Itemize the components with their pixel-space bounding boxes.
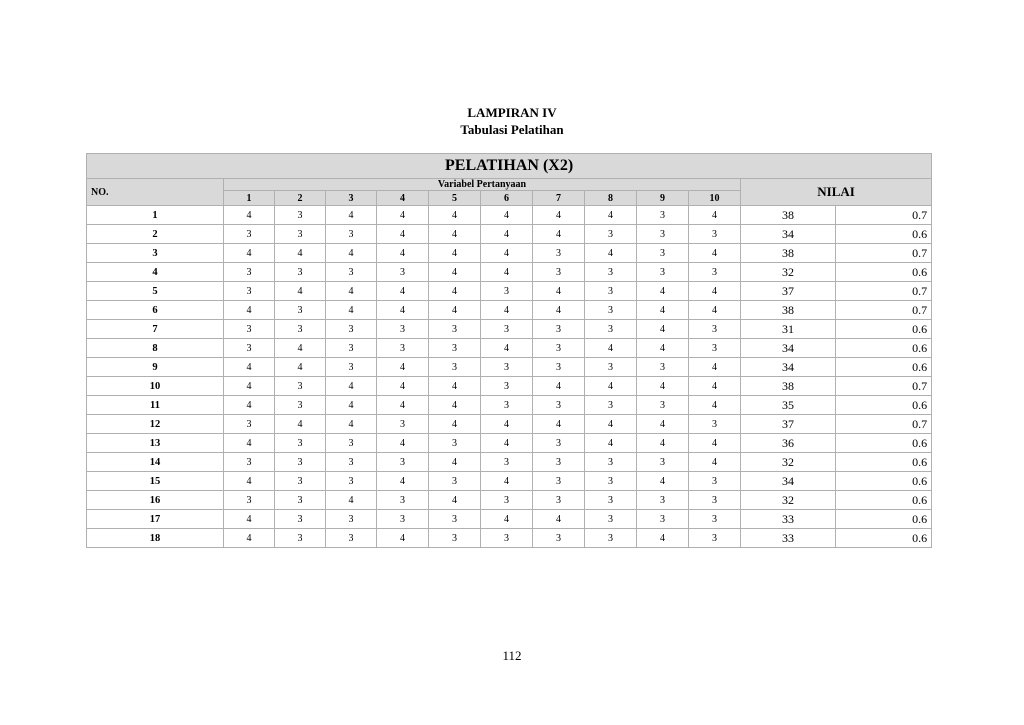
answer-cell: 3 (481, 282, 533, 301)
answer-cell: 3 (689, 415, 741, 434)
answer-cell: 3 (585, 282, 637, 301)
answer-cell: 3 (637, 358, 689, 377)
answer-cell: 4 (377, 358, 429, 377)
row-number: 7 (87, 320, 224, 339)
answer-cell: 3 (689, 472, 741, 491)
answer-cell: 3 (689, 529, 741, 548)
total-cell: 38 (741, 206, 836, 225)
answer-cell: 4 (481, 206, 533, 225)
answer-cell: 3 (429, 339, 481, 358)
answer-cell: 3 (533, 491, 585, 510)
answer-cell: 4 (224, 358, 275, 377)
answer-cell: 4 (377, 396, 429, 415)
answer-cell: 4 (224, 434, 275, 453)
answer-cell: 3 (585, 396, 637, 415)
question-header: 10 (689, 191, 741, 206)
answer-cell: 3 (533, 529, 585, 548)
score-cell: 0.7 (836, 244, 932, 263)
no-column-header: NO. (87, 179, 224, 206)
answer-cell: 4 (224, 396, 275, 415)
row-number: 14 (87, 453, 224, 472)
answer-cell: 3 (275, 206, 326, 225)
answer-cell: 3 (585, 320, 637, 339)
answer-cell: 3 (637, 263, 689, 282)
answer-cell: 4 (533, 301, 585, 320)
answer-cell: 4 (689, 244, 741, 263)
table-row (87, 472, 932, 491)
score-cell: 0.6 (836, 339, 932, 358)
answer-cell: 4 (377, 472, 429, 491)
answer-cell: 3 (689, 263, 741, 282)
answer-cell: 4 (429, 453, 481, 472)
answer-cell: 4 (533, 415, 585, 434)
row-number: 11 (87, 396, 224, 415)
answer-cell: 4 (637, 282, 689, 301)
answer-cell: 4 (275, 244, 326, 263)
answer-cell: 4 (377, 301, 429, 320)
answer-cell: 4 (689, 206, 741, 225)
total-cell: 33 (741, 529, 836, 548)
answer-cell: 4 (224, 472, 275, 491)
answer-cell: 3 (326, 510, 377, 529)
total-cell: 33 (741, 510, 836, 529)
answer-cell: 3 (585, 225, 637, 244)
appendix-title: LAMPIRAN IV (467, 105, 557, 120)
score-cell: 0.6 (836, 453, 932, 472)
answer-cell: 4 (429, 301, 481, 320)
answer-cell: 4 (585, 415, 637, 434)
answer-cell: 4 (637, 377, 689, 396)
score-cell: 0.7 (836, 377, 932, 396)
answer-cell: 4 (637, 301, 689, 320)
answer-cell: 3 (377, 510, 429, 529)
answer-cell: 4 (585, 244, 637, 263)
answer-cell: 3 (533, 472, 585, 491)
answer-cell: 3 (585, 472, 637, 491)
variable-group-header: Variabel Pertanyaan (224, 179, 741, 191)
table-row (87, 358, 932, 377)
answer-cell: 4 (429, 377, 481, 396)
answer-cell: 4 (377, 377, 429, 396)
table-row (87, 282, 932, 301)
answer-cell: 4 (637, 320, 689, 339)
answer-cell: 4 (481, 434, 533, 453)
answer-cell: 3 (275, 472, 326, 491)
answer-cell: 3 (275, 263, 326, 282)
answer-cell: 3 (377, 491, 429, 510)
answer-cell: 3 (481, 453, 533, 472)
total-cell: 34 (741, 225, 836, 244)
answer-cell: 4 (326, 491, 377, 510)
question-header: 2 (275, 191, 326, 206)
total-cell: 31 (741, 320, 836, 339)
table-row (87, 415, 932, 434)
score-cell: 0.6 (836, 320, 932, 339)
answer-cell: 3 (533, 339, 585, 358)
answer-cell: 4 (533, 282, 585, 301)
answer-cell: 3 (275, 377, 326, 396)
answer-cell: 4 (481, 472, 533, 491)
answer-cell: 3 (429, 510, 481, 529)
answer-cell: 3 (326, 472, 377, 491)
answer-cell: 3 (637, 244, 689, 263)
answer-cell: 4 (481, 225, 533, 244)
answer-cell: 3 (689, 491, 741, 510)
answer-cell: 4 (377, 529, 429, 548)
row-number: 6 (87, 301, 224, 320)
answer-cell: 3 (481, 377, 533, 396)
answer-cell: 3 (585, 358, 637, 377)
answer-cell: 4 (637, 415, 689, 434)
answer-cell: 3 (224, 415, 275, 434)
answer-cell: 3 (275, 301, 326, 320)
answer-cell: 4 (689, 377, 741, 396)
answer-cell: 4 (689, 301, 741, 320)
answer-cell: 3 (689, 510, 741, 529)
total-cell: 37 (741, 282, 836, 301)
answer-cell: 4 (481, 510, 533, 529)
answer-cell: 3 (275, 225, 326, 244)
answer-cell: 3 (377, 415, 429, 434)
question-header: 9 (637, 191, 689, 206)
answer-cell: 4 (275, 358, 326, 377)
score-cell: 0.6 (836, 529, 932, 548)
answer-cell: 4 (637, 472, 689, 491)
answer-cell: 3 (481, 529, 533, 548)
answer-cell: 3 (224, 320, 275, 339)
row-number: 12 (87, 415, 224, 434)
question-header: 3 (326, 191, 377, 206)
answer-cell: 3 (275, 491, 326, 510)
answer-cell: 4 (481, 244, 533, 263)
answer-cell: 3 (481, 358, 533, 377)
answer-cell: 3 (224, 263, 275, 282)
score-cell: 0.6 (836, 472, 932, 491)
answer-cell: 4 (326, 377, 377, 396)
score-cell: 0.7 (836, 415, 932, 434)
total-cell: 34 (741, 339, 836, 358)
question-header: 4 (377, 191, 429, 206)
answer-cell: 3 (429, 472, 481, 491)
answer-cell: 4 (326, 282, 377, 301)
answer-cell: 4 (275, 415, 326, 434)
answer-cell: 3 (429, 434, 481, 453)
answer-cell: 3 (689, 339, 741, 358)
answer-cell: 4 (689, 396, 741, 415)
answer-cell: 3 (689, 225, 741, 244)
answer-cell: 3 (224, 339, 275, 358)
answer-cell: 3 (326, 263, 377, 282)
answer-cell: 4 (637, 434, 689, 453)
row-number: 16 (87, 491, 224, 510)
answer-cell: 3 (326, 529, 377, 548)
answer-cell: 4 (377, 225, 429, 244)
answer-cell: 4 (585, 206, 637, 225)
answer-cell: 3 (326, 320, 377, 339)
answer-cell: 3 (377, 263, 429, 282)
total-cell: 34 (741, 358, 836, 377)
answer-cell: 4 (429, 225, 481, 244)
answer-cell: 4 (689, 434, 741, 453)
table-row (87, 491, 932, 510)
table-row (87, 339, 932, 358)
answer-cell: 3 (585, 453, 637, 472)
answer-cell: 3 (533, 453, 585, 472)
answer-cell: 4 (533, 377, 585, 396)
appendix-subtitle: Tabulasi Pelatihan (460, 122, 564, 137)
answer-cell: 3 (326, 453, 377, 472)
answer-cell: 3 (275, 320, 326, 339)
answer-cell: 4 (275, 339, 326, 358)
answer-cell: 3 (533, 320, 585, 339)
answer-cell: 3 (533, 434, 585, 453)
answer-cell: 4 (585, 339, 637, 358)
total-cell: 36 (741, 434, 836, 453)
row-number: 18 (87, 529, 224, 548)
answer-cell: 3 (326, 358, 377, 377)
answer-cell: 3 (481, 491, 533, 510)
answer-cell: 4 (689, 282, 741, 301)
total-cell: 32 (741, 491, 836, 510)
answer-cell: 3 (326, 434, 377, 453)
answer-cell: 3 (637, 206, 689, 225)
answer-cell: 4 (377, 282, 429, 301)
table-row (87, 225, 932, 244)
tabulation-table (86, 153, 932, 548)
answer-cell: 4 (585, 434, 637, 453)
answer-cell: 3 (637, 225, 689, 244)
answer-cell: 3 (533, 396, 585, 415)
total-cell: 34 (741, 472, 836, 491)
row-number: 9 (87, 358, 224, 377)
table-row (87, 301, 932, 320)
table-row (87, 244, 932, 263)
answer-cell: 3 (585, 301, 637, 320)
total-cell: 38 (741, 244, 836, 263)
row-number: 8 (87, 339, 224, 358)
row-number: 1 (87, 206, 224, 225)
answer-cell: 3 (224, 282, 275, 301)
answer-cell: 4 (429, 263, 481, 282)
answer-cell: 4 (326, 244, 377, 263)
answer-cell: 4 (533, 510, 585, 529)
score-cell: 0.7 (836, 206, 932, 225)
answer-cell: 3 (224, 225, 275, 244)
answer-cell: 3 (224, 491, 275, 510)
total-cell: 32 (741, 453, 836, 472)
table-row (87, 434, 932, 453)
answer-cell: 4 (637, 339, 689, 358)
score-cell: 0.7 (836, 301, 932, 320)
question-header: 8 (585, 191, 637, 206)
question-header: 1 (224, 191, 275, 206)
answer-cell: 4 (637, 529, 689, 548)
answer-cell: 4 (481, 415, 533, 434)
answer-cell: 3 (689, 320, 741, 339)
answer-cell: 4 (429, 282, 481, 301)
row-number: 4 (87, 263, 224, 282)
answer-cell: 4 (377, 244, 429, 263)
row-number: 17 (87, 510, 224, 529)
answer-cell: 4 (689, 358, 741, 377)
answer-cell: 3 (585, 529, 637, 548)
page-number: 112 (502, 648, 522, 663)
answer-cell: 3 (275, 453, 326, 472)
table-title: PELATIHAN (X2) (87, 154, 932, 179)
row-number: 2 (87, 225, 224, 244)
answer-cell: 3 (585, 263, 637, 282)
answer-cell: 4 (275, 282, 326, 301)
answer-cell: 3 (637, 491, 689, 510)
answer-cell: 4 (326, 415, 377, 434)
answer-cell: 3 (275, 434, 326, 453)
answer-cell: 4 (429, 491, 481, 510)
answer-cell: 4 (377, 206, 429, 225)
answer-cell: 3 (585, 510, 637, 529)
answer-cell: 4 (429, 244, 481, 263)
answer-cell: 4 (326, 396, 377, 415)
table-row (87, 453, 932, 472)
answer-cell: 4 (224, 206, 275, 225)
row-number: 3 (87, 244, 224, 263)
answer-cell: 4 (533, 225, 585, 244)
answer-cell: 3 (585, 491, 637, 510)
answer-cell: 3 (637, 396, 689, 415)
total-cell: 37 (741, 415, 836, 434)
answer-cell: 3 (429, 529, 481, 548)
answer-cell: 4 (326, 301, 377, 320)
answer-cell: 3 (377, 453, 429, 472)
answer-cell: 4 (481, 263, 533, 282)
score-cell: 0.6 (836, 491, 932, 510)
question-header: 7 (533, 191, 585, 206)
question-header: 6 (481, 191, 533, 206)
row-number: 5 (87, 282, 224, 301)
total-cell: 38 (741, 377, 836, 396)
table-row (87, 510, 932, 529)
answer-cell: 4 (224, 301, 275, 320)
score-cell: 0.6 (836, 225, 932, 244)
score-cell: 0.6 (836, 263, 932, 282)
answer-cell: 4 (533, 206, 585, 225)
answer-cell: 3 (637, 453, 689, 472)
answer-cell: 4 (224, 510, 275, 529)
answer-cell: 4 (585, 377, 637, 396)
table-row (87, 529, 932, 548)
row-number: 13 (87, 434, 224, 453)
nilai-column-header: NILAI (741, 179, 932, 206)
answer-cell: 4 (224, 529, 275, 548)
table-row (87, 377, 932, 396)
answer-cell: 3 (275, 510, 326, 529)
table-row (87, 263, 932, 282)
score-cell: 0.6 (836, 434, 932, 453)
row-number: 15 (87, 472, 224, 491)
score-cell: 0.6 (836, 510, 932, 529)
answer-cell: 4 (429, 415, 481, 434)
answer-cell: 3 (326, 225, 377, 244)
answer-cell: 4 (429, 206, 481, 225)
answer-cell: 4 (326, 206, 377, 225)
answer-cell: 3 (275, 529, 326, 548)
score-cell: 0.7 (836, 282, 932, 301)
table-row (87, 320, 932, 339)
answer-cell: 4 (481, 339, 533, 358)
question-header: 5 (429, 191, 481, 206)
answer-cell: 3 (275, 396, 326, 415)
answer-cell: 4 (481, 301, 533, 320)
answer-cell: 3 (533, 244, 585, 263)
answer-cell: 4 (429, 396, 481, 415)
table-row (87, 396, 932, 415)
answer-cell: 3 (533, 358, 585, 377)
score-cell: 0.6 (836, 358, 932, 377)
answer-cell: 3 (377, 339, 429, 358)
answer-cell: 3 (481, 396, 533, 415)
total-cell: 38 (741, 301, 836, 320)
answer-cell: 4 (224, 377, 275, 396)
answer-cell: 3 (533, 263, 585, 282)
total-cell: 35 (741, 396, 836, 415)
answer-cell: 3 (326, 339, 377, 358)
total-cell: 32 (741, 263, 836, 282)
table-row (87, 206, 932, 225)
answer-cell: 3 (429, 358, 481, 377)
answer-cell: 3 (224, 453, 275, 472)
answer-cell: 3 (637, 510, 689, 529)
answer-cell: 4 (224, 244, 275, 263)
answer-cell: 4 (377, 434, 429, 453)
table-body (87, 206, 932, 548)
score-cell: 0.6 (836, 396, 932, 415)
row-number: 10 (87, 377, 224, 396)
answer-cell: 3 (429, 320, 481, 339)
answer-cell: 4 (689, 453, 741, 472)
answer-cell: 3 (377, 320, 429, 339)
answer-cell: 3 (481, 320, 533, 339)
